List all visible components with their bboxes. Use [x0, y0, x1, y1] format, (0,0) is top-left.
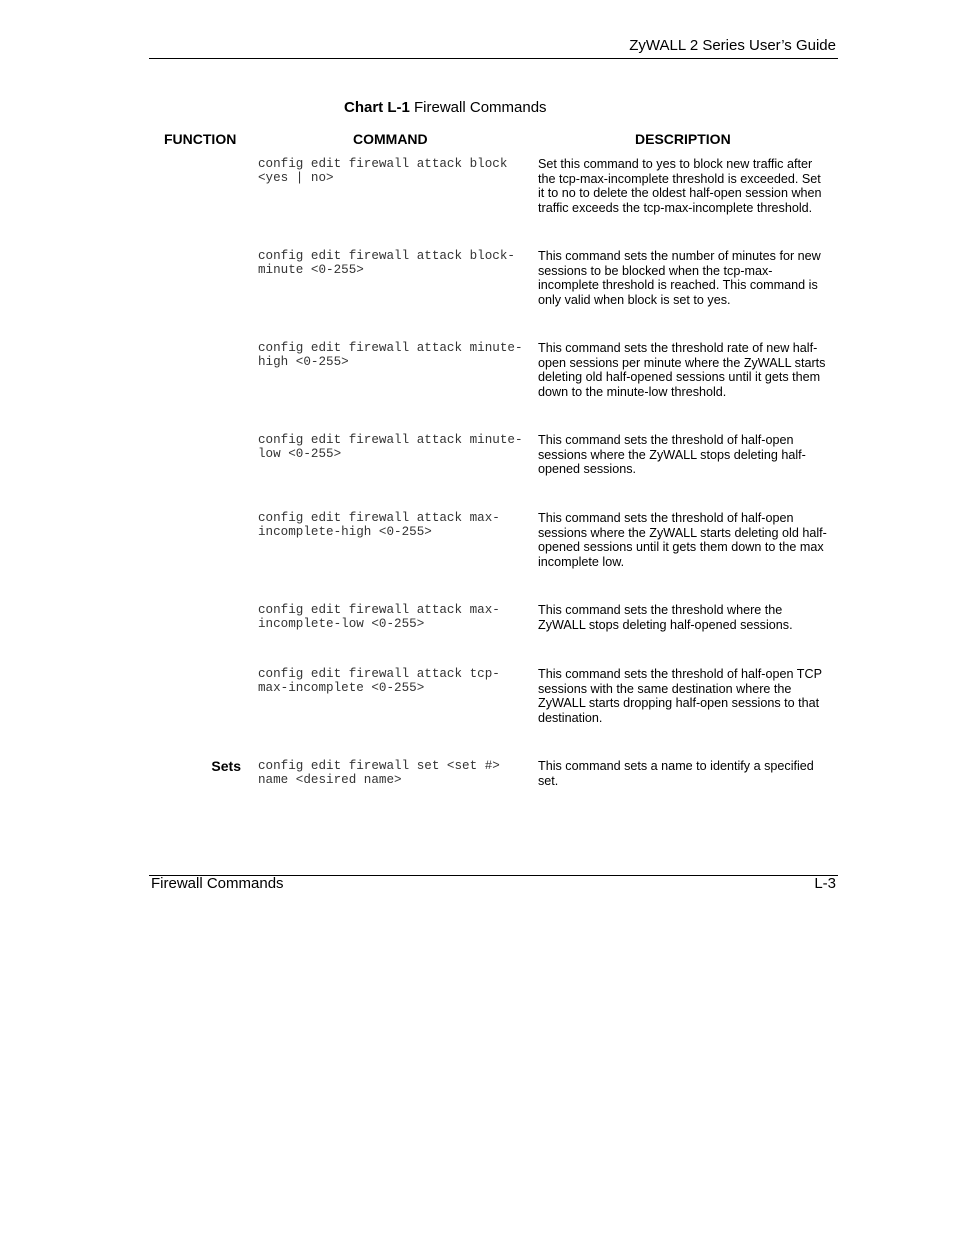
row-description: Set this command to yes to block new traffic after the tcp-max-incomplete threshold is exceeded. Set it to no to delete the oldest half-open session when traffic exceeds the tcp-max-incomplete threshold. [538, 157, 822, 215]
row-command: config edit firewall attack minute- low <0-255> [258, 433, 523, 462]
row-description: This command sets a name to identify a specified set. [538, 759, 814, 788]
row-command: config edit firewall set <set #> name <desired name> [258, 759, 500, 788]
row-command: config edit firewall attack max- incomplete-high <0-255> [258, 511, 500, 540]
row-description: This command sets the threshold of half-open sessions where the ZyWALL stops deleting half- opened sessions. [538, 433, 806, 477]
row-command: config edit firewall attack max- incomplete-low <0-255> [258, 603, 500, 632]
row-description: This command sets the threshold of half-open TCP sessions with the same destination where the ZyWALL starts dropping half-open sessions to that destination. [538, 667, 822, 725]
row-description: This command sets the threshold rate of new half- open sessions per minute where the ZyWALL starts deleting old half-opened sessions until it gets them down to the minute-low threshold. [538, 341, 826, 399]
document-title: ZyWALL 2 Series User’s Guide [629, 37, 836, 54]
footer-section-title: Firewall Commands [151, 875, 284, 892]
chart-caption [344, 99, 547, 116]
header-divider [149, 58, 838, 59]
column-header-function: FUNCTION [164, 131, 237, 147]
page-number: L-3 [814, 875, 836, 892]
row-command: config edit firewall attack block <yes | no> [258, 157, 508, 186]
chart-caption-title: Firewall Commands [414, 99, 547, 116]
row-description: This command sets the threshold of half-open sessions where the ZyWALL starts deleting old half- opened sessions until it gets them down to the max incomplete low. [538, 511, 827, 569]
column-header-description: DESCRIPTION [635, 131, 731, 147]
row-function: Sets [211, 758, 241, 774]
row-command: config edit firewall attack tcp- max-incomplete <0-255> [258, 667, 500, 696]
column-header-command: COMMAND [353, 131, 428, 147]
row-description: This command sets the threshold where the ZyWALL stops deleting half-opened sessions. [538, 603, 793, 632]
row-command: config edit firewall attack minute- high <0-255> [258, 341, 523, 370]
row-command: config edit firewall attack block- minute <0-255> [258, 249, 515, 278]
chart-caption-label: Chart L-1 [344, 99, 410, 116]
row-description: This command sets the number of minutes for new sessions to be blocked when the tcp-max- incomplete threshold is reached. This command is only valid when block is set to yes. [538, 249, 821, 307]
